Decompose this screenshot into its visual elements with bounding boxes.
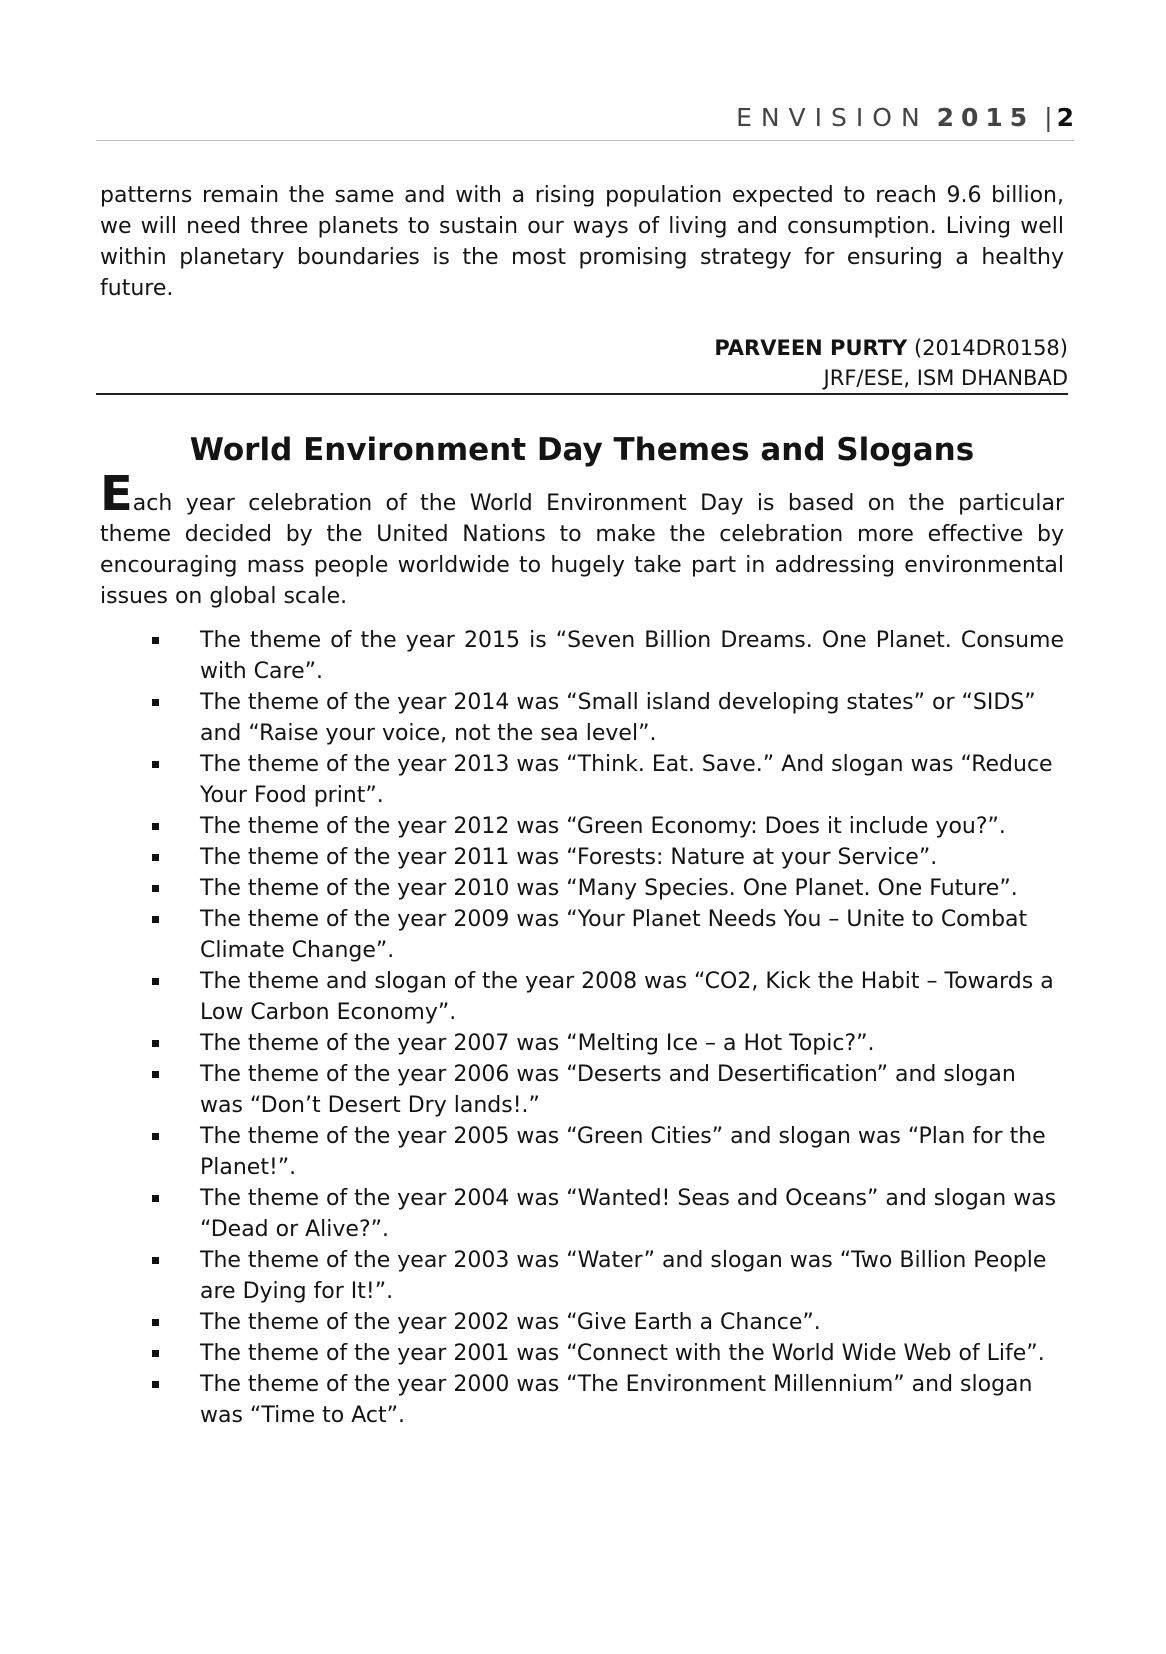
themes-list [150,625,1064,1431]
author-line [96,333,1068,363]
author-affiliation: JRF/ESE, ISM DHANBAD [823,366,1068,390]
list-item: The theme of the year 2013 was “Think. Eat. Save.” And slogan was “Reduce Your Food print”. [150,749,1064,811]
page-number: 2 [1056,103,1074,132]
lead-text: ach year celebration of the World Environment Day is based on the particular theme decided by the United Nations to make the celebration more effective by encouraging mass people worldwide to hugely take part in addressing environmental issues on global scale. [100,491,1064,609]
list-item: The theme of the year 2009 was “Your Planet Needs You – Unite to Combat Climate Change”. [150,904,1064,966]
list-item: The theme of the year 2011 was “Forests: Nature at your Service”. [150,842,1064,873]
author-block [96,333,1068,395]
list-item: The theme and slogan of the year 2008 was “CO2, Kick the Habit – Towards a Low Carbon Economy”. [150,966,1064,1028]
publication-name: ENVISION [736,103,929,132]
author-name: PARVEEN PURTY [714,336,908,360]
list-item: The theme of the year 2005 was “Green Cities” and slogan was “Plan for the Planet!”. [150,1121,1064,1183]
author-id: (2014DR0158) [913,336,1068,360]
list-item: The theme of the year 2004 was “Wanted! Seas and Oceans” and slogan was “Dead or Alive?”. [150,1183,1064,1245]
header-separator: | [1044,103,1053,132]
list-item: The theme of the year 2007 was “Melting Ice – a Hot Topic?”. [150,1028,1064,1059]
intro-paragraph: patterns remain the same and with a rising population expected to reach 9.6 billion, we will need three planets to sustain our ways of living and consumption. Living well within planetary boundaries is the most promising strategy for ensuring a healthy future. [100,183,1064,301]
list-item: The theme of the year 2006 was “Deserts and Desertification” and slogan was “Don’t Desert Dry lands!.” [150,1059,1064,1121]
list-item: The theme of the year 2015 is “Seven Billion Dreams. One Planet. Consume with Care”. [150,625,1064,687]
page-header [96,96,1074,141]
list-item: The theme of the year 2003 was “Water” and slogan was “Two Billion People are Dying for It!”. [150,1245,1064,1307]
article-title: World Environment Day Themes and Slogans [189,432,975,468]
list-item: The theme of the year 2014 was “Small island developing states” or “SIDS” and “Raise your voice, not the sea level”. [150,687,1064,749]
list-item: The theme of the year 2001 was “Connect with the World Wide Web of Life”. [150,1338,1064,1369]
list-item: The theme of the year 2010 was “Many Species. One Planet. One Future”. [150,873,1064,904]
publication-year: 2015 [936,103,1035,132]
lead-paragraph [100,466,1064,612]
list-item: The theme of the year 2012 was “Green Economy: Does it include you?”. [150,811,1064,842]
drop-cap: E [100,466,133,522]
list-item: The theme of the year 2002 was “Give Earth a Chance”. [150,1307,1064,1338]
list-item: The theme of the year 2000 was “The Environment Millennium” and slogan was “Time to Act”. [150,1369,1064,1431]
